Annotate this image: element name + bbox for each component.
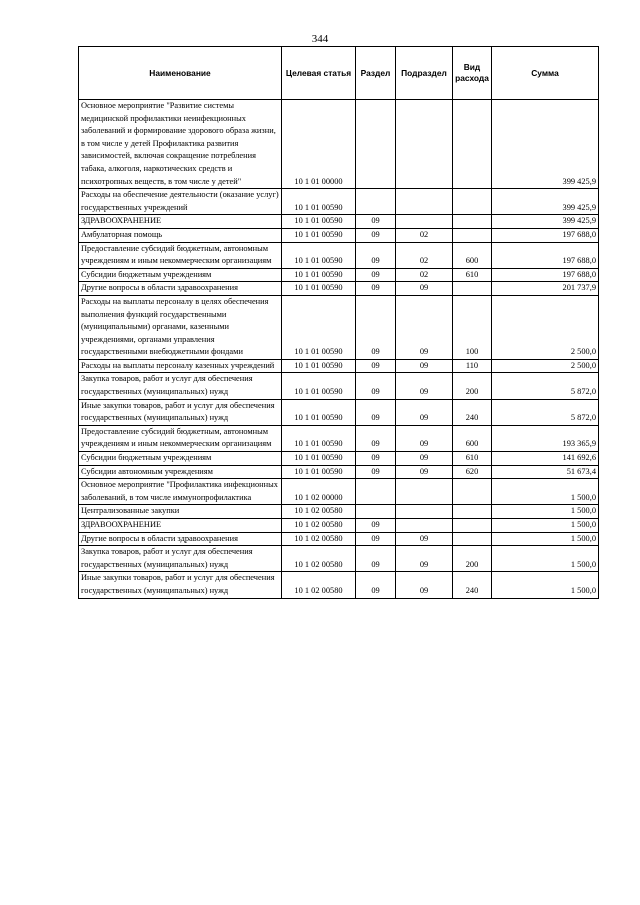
row-target: 10 1 02 00580 <box>282 519 356 533</box>
table-row <box>79 532 599 546</box>
row-sum: 1 500,0 <box>492 479 599 505</box>
row-name: Предоставление субсидий бюджетным, автономным учреждениям и иным некоммерческим организациям <box>79 425 282 451</box>
header-sum: Сумма <box>492 47 599 100</box>
row-section <box>356 100 396 189</box>
row-name: Предоставление субсидий бюджетным, автономным учреждениям и иным некоммерческим организациям <box>79 242 282 268</box>
row-sum: 1 500,0 <box>492 519 599 533</box>
row-section: 09 <box>356 425 396 451</box>
row-section: 09 <box>356 268 396 282</box>
row-sum: 5 872,0 <box>492 373 599 399</box>
row-type: 620 <box>453 465 492 479</box>
header-type: Вид расхода <box>453 47 492 100</box>
table-row <box>79 572 599 598</box>
row-name: Основное мероприятие "Профилактика инфекционных заболеваний, в том числе иммунопрофилактика <box>79 479 282 505</box>
row-sum: 197 688,0 <box>492 242 599 268</box>
row-sum: 399 425,9 <box>492 215 599 229</box>
row-type: 200 <box>453 546 492 572</box>
row-target: 10 1 01 00590 <box>282 242 356 268</box>
row-type <box>453 189 492 215</box>
table-row <box>79 519 599 533</box>
row-target: 10 1 02 00580 <box>282 546 356 572</box>
row-subsection <box>396 505 453 519</box>
row-name: Расходы на выплаты персоналу в целях обеспечения выполнения функций государственными (муниципальными) органами, казенными учреждениями, органами управления государственными внебюджетными фондами <box>79 295 282 359</box>
row-subsection <box>396 479 453 505</box>
header-subsection: Подраздел <box>396 47 453 100</box>
row-sum: 1 500,0 <box>492 505 599 519</box>
row-subsection: 09 <box>396 359 453 373</box>
row-target: 10 1 01 00590 <box>282 295 356 359</box>
row-name: Иные закупки товаров, работ и услуг для обеспечения государственных (муниципальных) нужд <box>79 572 282 598</box>
row-subsection <box>396 519 453 533</box>
row-subsection: 02 <box>396 228 453 242</box>
row-section <box>356 479 396 505</box>
row-name: Расходы на обеспечение деятельности (оказание услуг) государственных учреждений <box>79 189 282 215</box>
row-type <box>453 100 492 189</box>
row-section: 09 <box>356 452 396 466</box>
header-target: Целевая статья <box>282 47 356 100</box>
row-target: 10 1 02 00580 <box>282 532 356 546</box>
row-type <box>453 519 492 533</box>
row-name: Закупка товаров, работ и услуг для обеспечения государственных (муниципальных) нужд <box>79 373 282 399</box>
table-row <box>79 228 599 242</box>
row-target: 10 1 01 00590 <box>282 359 356 373</box>
row-type <box>453 228 492 242</box>
row-type <box>453 215 492 229</box>
row-name: Основное мероприятие "Развитие системы медицинской профилактики неинфекционных заболеваний и формирование здорового образа жизни, в том числе у детей Профилактика развития зависимостей, включая сокращение потребления табака, алкоголя, наркотических средств и психотропных веществ, в том числе у детей" <box>79 100 282 189</box>
row-target: 10 1 01 00590 <box>282 189 356 215</box>
row-subsection: 09 <box>396 465 453 479</box>
row-subsection <box>396 189 453 215</box>
row-type <box>453 532 492 546</box>
row-target: 10 1 01 00590 <box>282 268 356 282</box>
row-subsection: 02 <box>396 242 453 268</box>
row-target: 10 1 01 00590 <box>282 373 356 399</box>
row-section: 09 <box>356 519 396 533</box>
row-section: 09 <box>356 532 396 546</box>
row-section: 09 <box>356 215 396 229</box>
row-sum: 5 872,0 <box>492 399 599 425</box>
row-section: 09 <box>356 359 396 373</box>
row-sum: 1 500,0 <box>492 546 599 572</box>
table-row <box>79 295 599 359</box>
row-target: 10 1 01 00590 <box>282 425 356 451</box>
row-sum: 197 688,0 <box>492 268 599 282</box>
row-sum: 193 365,9 <box>492 425 599 451</box>
table-row <box>79 479 599 505</box>
row-subsection: 09 <box>396 425 453 451</box>
row-sum: 399 425,9 <box>492 100 599 189</box>
table-row <box>79 452 599 466</box>
row-section: 09 <box>356 295 396 359</box>
row-target: 10 1 01 00590 <box>282 282 356 296</box>
row-name: Иные закупки товаров, работ и услуг для обеспечения государственных (муниципальных) нужд <box>79 399 282 425</box>
row-subsection: 09 <box>396 572 453 598</box>
row-section: 09 <box>356 373 396 399</box>
row-sum: 2 500,0 <box>492 359 599 373</box>
row-section: 09 <box>356 228 396 242</box>
header-name: Наименование <box>79 47 282 100</box>
row-name: Расходы на выплаты персоналу казенных учреждений <box>79 359 282 373</box>
row-subsection: 09 <box>396 546 453 572</box>
header-section: Раздел <box>356 47 396 100</box>
row-type: 240 <box>453 399 492 425</box>
row-type: 200 <box>453 373 492 399</box>
row-target: 10 1 01 00590 <box>282 452 356 466</box>
row-section: 09 <box>356 465 396 479</box>
row-target: 10 1 02 00580 <box>282 505 356 519</box>
row-type: 110 <box>453 359 492 373</box>
row-type: 610 <box>453 452 492 466</box>
table-row <box>79 373 599 399</box>
row-sum: 51 673,4 <box>492 465 599 479</box>
row-name: Субсидии бюджетным учреждениям <box>79 452 282 466</box>
row-target: 10 1 01 00590 <box>282 465 356 479</box>
table-header-row <box>79 47 599 100</box>
row-subsection <box>396 215 453 229</box>
row-section <box>356 505 396 519</box>
row-type <box>453 282 492 296</box>
row-name: Другие вопросы в области здравоохранения <box>79 282 282 296</box>
row-name: Закупка товаров, работ и услуг для обеспечения государственных (муниципальных) нужд <box>79 546 282 572</box>
table-row <box>79 268 599 282</box>
row-name: ЗДРАВООХРАНЕНИЕ <box>79 215 282 229</box>
table-row <box>79 399 599 425</box>
row-subsection: 09 <box>396 452 453 466</box>
row-type: 600 <box>453 242 492 268</box>
row-sum: 201 737,9 <box>492 282 599 296</box>
table-row <box>79 242 599 268</box>
table-row <box>79 215 599 229</box>
row-sum: 1 500,0 <box>492 572 599 598</box>
row-sum: 1 500,0 <box>492 532 599 546</box>
table-row <box>79 546 599 572</box>
row-sum: 2 500,0 <box>492 295 599 359</box>
row-type: 610 <box>453 268 492 282</box>
row-subsection: 09 <box>396 295 453 359</box>
row-subsection: 09 <box>396 373 453 399</box>
row-sum: 197 688,0 <box>492 228 599 242</box>
page-number: 344 <box>311 33 329 45</box>
row-section: 09 <box>356 546 396 572</box>
row-subsection <box>396 100 453 189</box>
table-body <box>79 100 599 599</box>
table-row <box>79 189 599 215</box>
row-subsection: 09 <box>396 282 453 296</box>
row-name: Централизованные закупки <box>79 505 282 519</box>
row-subsection: 02 <box>396 268 453 282</box>
row-name: ЗДРАВООХРАНЕНИЕ <box>79 519 282 533</box>
row-target: 10 1 02 00000 <box>282 479 356 505</box>
row-sum: 399 425,9 <box>492 189 599 215</box>
row-section: 09 <box>356 282 396 296</box>
row-type: 100 <box>453 295 492 359</box>
row-target: 10 1 02 00580 <box>282 572 356 598</box>
table-row <box>79 282 599 296</box>
row-type <box>453 505 492 519</box>
budget-table <box>78 46 599 599</box>
row-target: 10 1 01 00590 <box>282 399 356 425</box>
row-type: 600 <box>453 425 492 451</box>
table-row <box>79 100 599 189</box>
row-subsection: 09 <box>396 399 453 425</box>
table-row <box>79 505 599 519</box>
row-target: 10 1 01 00000 <box>282 100 356 189</box>
row-section <box>356 189 396 215</box>
row-section: 09 <box>356 399 396 425</box>
table-row <box>79 425 599 451</box>
row-target: 10 1 01 00590 <box>282 215 356 229</box>
row-name: Субсидии бюджетным учреждениям <box>79 268 282 282</box>
table-row <box>79 465 599 479</box>
row-section: 09 <box>356 572 396 598</box>
row-type <box>453 479 492 505</box>
row-sum: 141 692,6 <box>492 452 599 466</box>
row-name: Амбулаторная помощь <box>79 228 282 242</box>
row-name: Субсидии автономным учреждениям <box>79 465 282 479</box>
row-name: Другие вопросы в области здравоохранения <box>79 532 282 546</box>
row-subsection: 09 <box>396 532 453 546</box>
row-target: 10 1 01 00590 <box>282 228 356 242</box>
table-row <box>79 359 599 373</box>
row-section: 09 <box>356 242 396 268</box>
row-type: 240 <box>453 572 492 598</box>
